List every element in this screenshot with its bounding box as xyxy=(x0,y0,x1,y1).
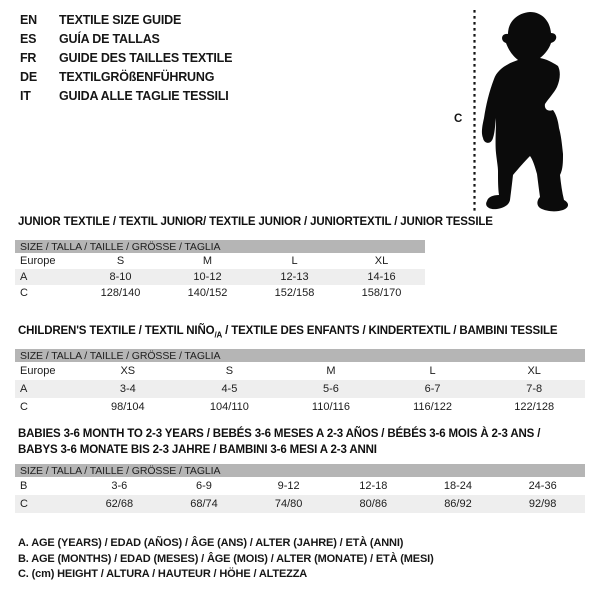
junior-size-table xyxy=(15,240,425,301)
size-cell: 98/104 xyxy=(110,401,145,413)
size-cell: 110/116 xyxy=(311,401,351,413)
table-row xyxy=(15,477,585,495)
size-cell: 5-6 xyxy=(323,383,339,395)
height-measure-label: C xyxy=(454,113,463,125)
size-cell: 3-6 xyxy=(111,480,128,492)
table-row xyxy=(15,398,585,416)
language-row xyxy=(20,67,232,86)
guide-title: GUIDE DES TAILLES TEXTILE xyxy=(59,50,233,65)
size-cell: 62/68 xyxy=(105,498,134,510)
children-section-title xyxy=(18,325,557,339)
children-size-table xyxy=(15,349,585,416)
size-cell: 128/140 xyxy=(100,287,141,299)
size-cell: S xyxy=(116,255,125,267)
footnote-c: C. (cm) HEIGHT / ALTURA / HAUTEUR / HÖHE / ALTEZZA xyxy=(18,568,308,580)
babies-title-line1: BABIES 3-6 MONTH TO 2-3 YEARS / BEBÉS 3-6 MESES A 2-3 AÑOS / BÉBÉS 3-6 MOIS À 2-3 ANS / xyxy=(18,428,541,440)
size-cell: 80/86 xyxy=(359,498,388,510)
table-row xyxy=(15,362,585,380)
language-row xyxy=(20,10,232,29)
size-cell: 6-9 xyxy=(196,480,212,492)
size-cell: 6-7 xyxy=(424,383,441,395)
babies-title-line2: BABYS 3-6 MONATE BIS 2-3 JAHRE / BAMBINI 3-6 MESI A 2-3 ANNI xyxy=(18,444,377,456)
guide-title: TEXTILE SIZE GUIDE xyxy=(59,12,182,27)
language-code: FR xyxy=(20,50,37,65)
size-cell: 152/158 xyxy=(274,287,315,299)
size-cell: 122/128 xyxy=(514,401,555,413)
row-label: B xyxy=(20,480,28,492)
table-row xyxy=(15,285,425,301)
size-header-bar: SIZE / TALLA / TAILLE / GRÖSSE / TAGLIA xyxy=(15,240,425,253)
babies-section-title xyxy=(18,426,540,458)
language-row xyxy=(20,48,232,67)
size-cell: 104/110 xyxy=(209,401,249,413)
baby-height-figure xyxy=(440,4,600,214)
size-cell: XS xyxy=(120,365,136,377)
footnote-a: A. AGE (YEARS) / EDAD (AÑOS) / ÂGE (ANS) / ALTER (JAHRE) / ETÀ (ANNI) xyxy=(18,537,404,549)
size-cell: 158/170 xyxy=(361,287,402,299)
language-code: EN xyxy=(20,12,37,27)
row-label: C xyxy=(20,287,28,299)
junior-section-title: JUNIOR TEXTILE / TEXTIL JUNIOR/ TEXTILE JUNIOR / JUNIORTEXTIL / JUNIOR TESSILE xyxy=(18,216,493,228)
children-title-sub: /A xyxy=(214,330,223,340)
size-header-bar: SIZE / TALLA / TAILLE / GRÖSSE / TAGLIA xyxy=(15,349,585,362)
language-row xyxy=(20,29,232,48)
size-cell: XL xyxy=(374,255,389,267)
children-title-pre: CHILDREN'S TEXTILE / TEXTIL NIÑO xyxy=(18,325,215,337)
row-label: C xyxy=(20,401,28,413)
guide-title: GUIDA ALLE TAGLIE TESSILI xyxy=(59,88,229,103)
guide-title: TEXTILGRÖßENFÜHRUNG xyxy=(59,69,215,84)
table-row xyxy=(15,380,585,398)
children-title-post: / TEXTILE DES ENFANTS / KINDERTEXTIL / BAMBINI TESSILE xyxy=(222,325,558,337)
size-cell: 24-36 xyxy=(528,480,557,492)
size-cell: 116/122 xyxy=(413,401,453,413)
table-row xyxy=(15,269,425,285)
size-cell: 9-12 xyxy=(277,480,300,492)
row-label: Europe xyxy=(20,255,56,267)
language-code: ES xyxy=(20,31,37,46)
footnote-b: B. AGE (MONTHS) / EDAD (MESES) / ÂGE (MOIS) / ALTER (MONATE) / ETÀ (MESI) xyxy=(18,552,434,565)
size-cell: 140/152 xyxy=(187,287,228,299)
size-cell: 68/74 xyxy=(190,498,218,510)
size-cell: 74/80 xyxy=(274,498,303,510)
row-label: C xyxy=(20,498,28,510)
size-cell: S xyxy=(225,365,234,377)
size-cell: 4-5 xyxy=(221,383,238,395)
guide-title: GUÍA DE TALLAS xyxy=(59,31,160,46)
size-cell: 18-24 xyxy=(443,480,473,492)
size-cell: 12-18 xyxy=(359,480,388,492)
language-row xyxy=(20,86,232,105)
size-cell: XL xyxy=(527,365,541,377)
size-cell: 10-12 xyxy=(193,271,222,283)
language-title-list xyxy=(20,10,232,105)
size-header-bar: SIZE / TALLA / TAILLE / GRÖSSE / TAGLIA xyxy=(15,464,585,477)
size-cell: L xyxy=(291,255,298,267)
size-cell: 3-4 xyxy=(119,383,136,395)
size-cell: L xyxy=(429,365,436,377)
language-code: DE xyxy=(20,69,37,84)
size-cell: 12-13 xyxy=(280,271,309,283)
babies-size-table xyxy=(15,464,585,513)
size-cell: 14-16 xyxy=(367,271,396,283)
size-cell: M xyxy=(202,255,213,267)
table-row xyxy=(15,253,425,269)
row-label: A xyxy=(20,383,28,395)
footnote-legend xyxy=(18,537,434,584)
baby-silhouette-icon xyxy=(482,12,568,211)
size-cell: 92/98 xyxy=(528,498,557,510)
language-code: IT xyxy=(20,88,31,103)
size-cell: M xyxy=(326,365,336,377)
row-label: Europe xyxy=(20,365,56,377)
table-row xyxy=(15,495,585,513)
size-cell: 8-10 xyxy=(109,271,132,283)
size-cell: 86/92 xyxy=(444,498,472,510)
size-cell: 7-8 xyxy=(526,383,543,395)
row-label: A xyxy=(20,271,28,283)
